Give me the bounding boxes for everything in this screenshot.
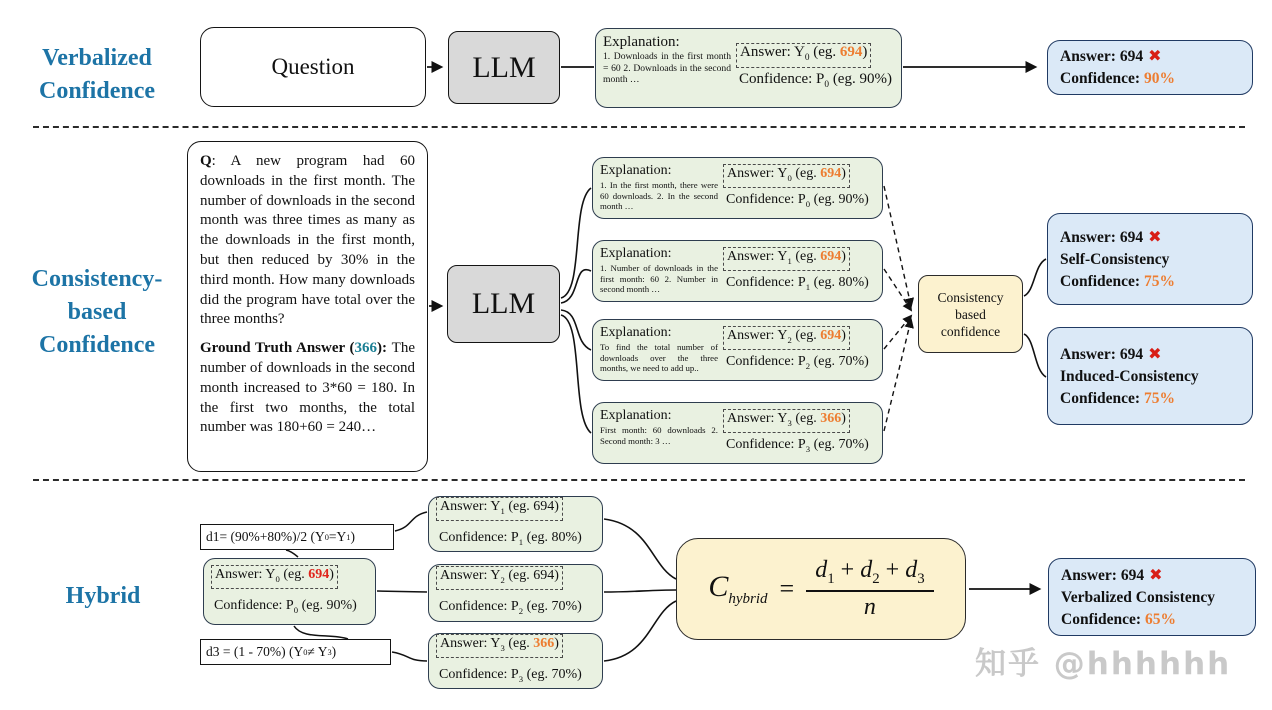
section-divider-bottom — [33, 479, 1245, 481]
answer-dashed-box: Answer: $Y_3$ (eg. 366) — [436, 634, 563, 658]
method-name: Verbalized Consistency — [1061, 588, 1215, 606]
sample-box-0 — [592, 157, 883, 219]
consistency-label: Consistency- based Confidence — [31, 266, 163, 358]
answer-dashed-box: Answer: $Y_0$ (eg. 694) — [736, 43, 871, 68]
method-name: Induced-Consistency — [1060, 367, 1199, 385]
wrong-answer-icon: ✖ — [1149, 564, 1163, 584]
confidence-line: Confidence: $P_0$ (eg. 90%) — [739, 70, 892, 90]
confidence-line: Confidence: $P_2$ (eg. 70%) — [726, 353, 869, 371]
answer-value: 694 — [820, 165, 842, 181]
confidence-value: 75% — [1143, 272, 1175, 290]
llm-box-consistency — [447, 265, 560, 343]
answer-dashed-box: Answer: $Y_2$ (eg. 694) — [723, 326, 850, 350]
answer-dashed-box: Answer: $Y_0$ (eg. 694) — [723, 164, 850, 188]
hybrid-sample-box-2 — [428, 564, 603, 622]
confidence-line: Confidence: $P_0$ (eg. 90%) — [726, 191, 869, 209]
explanation-title: Explanation: — [603, 34, 680, 50]
confidence-value: 75% — [1143, 389, 1175, 407]
explanation-title: Explanation: — [600, 246, 672, 261]
confidence-line: Confidence: $P_1$ (eg. 80%) — [726, 274, 869, 292]
question-text: Question — [271, 54, 355, 79]
confidence-line: Confidence: $P_1$ (eg. 80%) — [439, 530, 582, 547]
confidence-line: Confidence: $P_3$ (eg. 70%) — [439, 667, 582, 684]
question-paragraph: Q: A new program had 60 downloads in the first month. The number of downloads in the second month was three times as many as the downloads in the first month, but then reduced by 30% in the third month. How many downloads did the program have total over the three months? — [200, 153, 415, 328]
answer-value: 366 — [820, 410, 842, 426]
answer-column — [736, 34, 894, 102]
wrong-answer-icon: ✖ — [1148, 46, 1162, 65]
verbalized-label — [8, 42, 186, 108]
explanation-body: To find the total number of downloads over the three months, we need to add up.. — [600, 342, 718, 374]
answer-value: 694 — [820, 327, 842, 343]
answer-value: 694 — [839, 43, 863, 60]
explanation-body: 1. In the first month, there were 60 downloads. 2. In the second month … — [600, 180, 718, 212]
answer-dashed-box: Answer: $Y_0$ (eg. 694) — [211, 565, 338, 589]
hybrid-result-box: Answer: 694 ✖ Verbalized Consistency Confidence: 65% — [1048, 558, 1256, 636]
llm-text: LLM — [471, 287, 536, 320]
answer-value: 694 — [533, 568, 555, 584]
formula-lhs: $C_{hybrid}$ — [708, 570, 768, 607]
confidence-line: Confidence: $P_3$ (eg. 70%) — [726, 436, 869, 454]
hybrid-sample-box-1 — [428, 496, 603, 552]
full-question-box — [187, 141, 428, 472]
sample-box-2 — [592, 319, 883, 381]
consistency-aggregator-box: Consistency based confidence — [918, 275, 1023, 353]
verbalized-label-line1: Verbalized — [42, 45, 152, 71]
induced-consistency-result-box: Answer: 694 ✖ Induced-Consistency Confidence: 75% — [1047, 327, 1253, 425]
answer-dashed-box: Answer: $Y_2$ (eg. 694) — [436, 566, 563, 590]
question-box — [200, 27, 426, 107]
hybrid-base-box — [203, 558, 376, 625]
ground-truth-value: 366 — [354, 340, 378, 357]
answer-dashed-box: Answer: $Y_1$ (eg. 694) — [723, 247, 850, 271]
llm-text: LLM — [472, 50, 536, 84]
explanation-body: 1. Number of downloads in the first month: 60 2. Number in second month … — [600, 263, 718, 295]
sample-box-3 — [592, 402, 883, 464]
llm-box-verbalized — [448, 31, 560, 104]
result-confidence-line: Confidence: 90% — [1060, 70, 1175, 87]
answer-value: 366 — [533, 636, 555, 652]
watermark: 知乎 @hhhhhh — [975, 646, 1232, 682]
verbalized-label-line2: Confidence — [39, 78, 155, 104]
d1-formula-box: d1= (90%+80%)/2 (Y 0 =Y 1 ) — [200, 524, 394, 550]
explanation-title: Explanation: — [600, 408, 672, 423]
method-name: Self-Consistency — [1060, 250, 1170, 268]
hybrid-label: Hybrid — [65, 583, 141, 609]
answer-value: 694 — [533, 499, 555, 515]
verbalized-explanation-box — [595, 28, 902, 108]
self-consistency-result-box: Answer: 694 ✖ Self-Consistency Confidence: 75% — [1047, 213, 1253, 305]
confidence-line: Confidence: $P_2$ (eg. 70%) — [439, 599, 582, 616]
explanation-body: First month: 60 downloads 2. Second month: 3 … — [600, 425, 718, 446]
confidence-value: 65% — [1144, 610, 1176, 628]
d3-formula-box: d3 = (1 - 70%) (Y 0 ≠ Y 3 ) — [200, 639, 391, 665]
verbalized-result-box — [1047, 40, 1253, 95]
ground-truth-paragraph: Ground Truth Answer (366): The number of downloads in the second month increased to 3*60 = 180. In the first two months, the total number was 180+60 = 240… — [200, 340, 415, 436]
section-divider-top — [33, 126, 1245, 128]
answer-dashed-box: Answer: $Y_3$ (eg. 366) — [723, 409, 850, 433]
explanation-body: 1. Downloads in the first month = 60 2. Downloads in the second month … — [603, 51, 731, 86]
formula-fraction: $\frac{d_1 + d_2 + d_3}{n}$ — [806, 557, 933, 622]
explanation-title: Explanation: — [600, 325, 672, 340]
answer-dashed-box: Answer: $Y_1$ (eg. 694) — [436, 497, 563, 521]
explanation-column — [603, 34, 731, 102]
wrong-answer-icon: ✖ — [1148, 226, 1162, 246]
result-answer-line: Answer: 694 ✖ — [1060, 46, 1162, 65]
sample-box-1 — [592, 240, 883, 302]
formula-equals: = — [779, 574, 795, 603]
hybrid-formula-box — [676, 538, 966, 640]
hybrid-sample-box-3 — [428, 633, 603, 689]
wrong-answer-icon: ✖ — [1148, 343, 1162, 363]
answer-value: 694 — [820, 248, 842, 264]
explanation-title: Explanation: — [600, 163, 672, 178]
answer-value: 694 — [308, 566, 330, 582]
confidence-value: 90% — [1143, 70, 1175, 87]
confidence-line: Confidence: $P_0$ (eg. 90%) — [214, 597, 357, 615]
